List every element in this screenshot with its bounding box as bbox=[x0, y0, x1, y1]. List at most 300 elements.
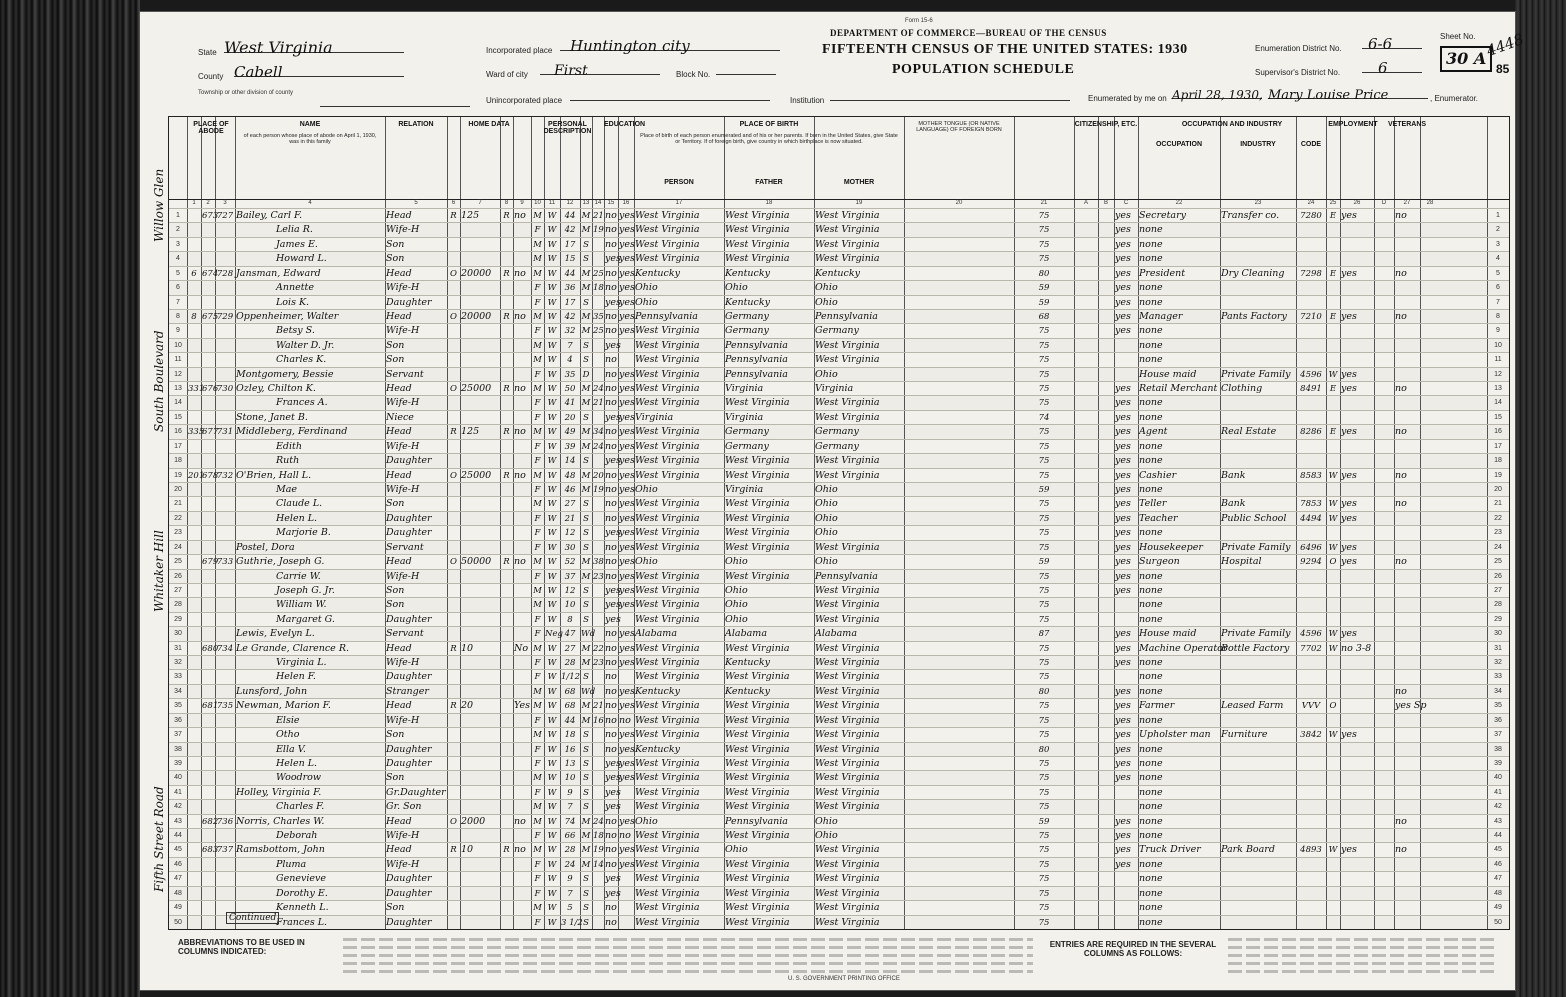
table-row bbox=[169, 698, 1509, 713]
cell-radio bbox=[501, 887, 512, 901]
cell-emp bbox=[1341, 872, 1373, 886]
cell-sch: no bbox=[605, 844, 617, 856]
cell-fpob: Germany bbox=[725, 310, 769, 322]
unincorporated-field bbox=[570, 86, 770, 101]
cell-farm bbox=[514, 570, 530, 584]
cell-agem: 34 bbox=[593, 427, 604, 438]
table-row bbox=[169, 799, 1509, 814]
cell-fam bbox=[216, 627, 234, 641]
cell-cit bbox=[1115, 598, 1137, 612]
cell-cw bbox=[1327, 786, 1339, 800]
cell-cw bbox=[1327, 829, 1339, 843]
row-number-right: 14 bbox=[1494, 399, 1502, 407]
cell-rel: Daughter bbox=[386, 512, 432, 524]
cell-dw bbox=[202, 872, 214, 886]
cell-dw bbox=[202, 368, 214, 382]
cell-age: 12 bbox=[564, 528, 576, 539]
street-label-4: Fifth Street Road bbox=[152, 786, 166, 892]
cell-vet: no bbox=[1395, 267, 1407, 279]
cell-code: 75 bbox=[1038, 369, 1050, 380]
row-number-right: 3 bbox=[1496, 240, 1500, 248]
cell-read: yes bbox=[619, 700, 635, 712]
cell-name: Otho bbox=[276, 729, 300, 741]
cell-tenure bbox=[448, 743, 459, 757]
cell-tenure bbox=[448, 411, 459, 425]
cell-name: Howard L. bbox=[276, 253, 327, 265]
cell-agem bbox=[593, 887, 603, 901]
cell-pob: West Virginia bbox=[635, 570, 700, 582]
cell-code: 75 bbox=[1038, 658, 1050, 669]
cell-name: Marjorie B. bbox=[276, 527, 331, 539]
cell-lang bbox=[905, 757, 1013, 771]
cell-rel: Head bbox=[386, 815, 412, 827]
column-number: 25 bbox=[1329, 200, 1337, 206]
cell-lang bbox=[905, 613, 1013, 627]
cell-ind bbox=[1221, 483, 1295, 497]
cell-oc bbox=[1297, 858, 1325, 872]
header-industry: INDUSTRY bbox=[1240, 141, 1276, 148]
cell-lang bbox=[905, 743, 1013, 757]
cell-race: W bbox=[547, 614, 557, 625]
cell-rel: Wife-H bbox=[386, 282, 420, 294]
cell-cw bbox=[1327, 223, 1339, 237]
cell-vet: no bbox=[1395, 685, 1407, 697]
cell-oc bbox=[1297, 396, 1325, 410]
cell-lang bbox=[905, 267, 1013, 281]
cell-sch: yes bbox=[605, 772, 621, 784]
table-row bbox=[169, 496, 1509, 511]
cell-occ: Farmer bbox=[1139, 700, 1175, 712]
cell-read: yes bbox=[619, 743, 635, 755]
cell-st bbox=[188, 685, 200, 699]
cell-age: 27 bbox=[564, 499, 576, 510]
cell-st bbox=[188, 901, 200, 915]
cell-mpob: West Virginia bbox=[815, 354, 880, 366]
cell-dw bbox=[202, 887, 214, 901]
cell-oc bbox=[1297, 454, 1325, 468]
cell-fam bbox=[216, 570, 234, 584]
cell-code: 75 bbox=[1038, 888, 1050, 899]
cell-name: Joseph G. Jr. bbox=[276, 584, 335, 596]
cell-radio: R bbox=[503, 470, 510, 481]
row-number-right: 26 bbox=[1494, 572, 1502, 580]
cell-fam bbox=[216, 872, 234, 886]
cell-fam bbox=[216, 296, 234, 310]
institution-field bbox=[830, 86, 1070, 101]
cell-occ: House maid bbox=[1139, 368, 1197, 380]
cell-emp bbox=[1341, 223, 1373, 237]
cell-name: Frances L. bbox=[276, 916, 328, 928]
cell-occ: none bbox=[1139, 887, 1163, 899]
cell-val: 20 bbox=[461, 700, 474, 712]
cell-agem: 21 bbox=[593, 701, 604, 712]
cell-farm: no bbox=[514, 267, 526, 279]
cell-sch: no bbox=[605, 210, 617, 221]
cell-age: 68 bbox=[564, 686, 576, 697]
cell-emp: yes bbox=[1341, 498, 1357, 510]
cell-st bbox=[188, 252, 200, 266]
cell-st bbox=[188, 786, 200, 800]
cell-oc bbox=[1297, 296, 1325, 310]
cell-vet bbox=[1395, 252, 1419, 266]
cell-sex: M bbox=[533, 903, 542, 914]
cell-agem: 19 bbox=[593, 845, 604, 856]
cell-sex: F bbox=[534, 571, 541, 582]
cell-lang bbox=[905, 425, 1013, 439]
cell-farm bbox=[514, 440, 530, 454]
fine-print-line bbox=[343, 962, 1033, 965]
cell-rel: Head bbox=[386, 383, 412, 395]
cell-mpob: West Virginia bbox=[815, 729, 880, 741]
header-veterans: VETERANS bbox=[1387, 121, 1427, 128]
cell-mpob: West Virginia bbox=[815, 858, 880, 870]
cell-oc bbox=[1297, 714, 1325, 728]
cell-farm bbox=[514, 324, 530, 338]
cell-fam bbox=[216, 252, 234, 266]
cell-race: W bbox=[547, 513, 557, 524]
cell-vet bbox=[1395, 872, 1419, 886]
cell-age: 20 bbox=[564, 412, 576, 423]
cell-sch: no bbox=[605, 512, 617, 524]
cell-val bbox=[461, 728, 499, 742]
cell-agem bbox=[593, 786, 603, 800]
cell-mar: S bbox=[583, 340, 589, 351]
cell-vet bbox=[1395, 627, 1419, 641]
cell-fpob: West Virginia bbox=[725, 397, 790, 409]
cell-fpob: West Virginia bbox=[725, 916, 790, 928]
cell-farm bbox=[514, 598, 530, 612]
cell-pob: West Virginia bbox=[635, 729, 700, 741]
cell-ind bbox=[1221, 396, 1295, 410]
cell-sex: M bbox=[533, 340, 542, 351]
cell-code: 75 bbox=[1038, 903, 1050, 914]
cell-mar: M bbox=[581, 715, 591, 726]
cell-read bbox=[619, 901, 633, 915]
cell-agem bbox=[593, 743, 603, 757]
cell-race: W bbox=[547, 542, 557, 553]
column-number: 24 bbox=[1307, 200, 1315, 206]
cell-fam bbox=[216, 353, 234, 367]
row-number-right: 2 bbox=[1496, 226, 1500, 234]
cell-name: Helen L. bbox=[276, 512, 318, 524]
column-number: 14 bbox=[594, 200, 602, 206]
cell-cw bbox=[1327, 815, 1339, 829]
cell-cw: W bbox=[1328, 845, 1338, 856]
cell-sch: yes bbox=[605, 411, 621, 423]
column-number-strip bbox=[169, 199, 1509, 207]
cell-oc bbox=[1297, 757, 1325, 771]
cell-dw bbox=[202, 613, 214, 627]
cell-oc: 8583 bbox=[1300, 470, 1322, 481]
cell-sch: no bbox=[605, 541, 617, 553]
cell-farm: no bbox=[514, 844, 526, 856]
cell-sch: no bbox=[605, 238, 617, 250]
cell-age: 52 bbox=[564, 557, 576, 568]
cell-read: yes bbox=[619, 440, 635, 452]
cell-sex: F bbox=[534, 398, 541, 409]
department-title: DEPARTMENT OF COMMERCE—BUREAU OF THE CENSUS bbox=[830, 28, 1107, 38]
cell-agem bbox=[593, 512, 603, 526]
cell-agem: 25 bbox=[593, 268, 604, 279]
cell-name: Stone, Janet B. bbox=[236, 411, 308, 423]
cell-pob: West Virginia bbox=[635, 238, 700, 250]
header-person: PERSON bbox=[664, 179, 694, 186]
cell-race: W bbox=[547, 816, 557, 827]
cell-age: 21 bbox=[564, 513, 576, 524]
cell-fpob: West Virginia bbox=[725, 729, 790, 741]
column-number: 6 bbox=[451, 200, 456, 206]
row-number: 21 bbox=[174, 500, 182, 508]
cell-race: W bbox=[547, 859, 557, 870]
cell-mpob: West Virginia bbox=[815, 902, 880, 914]
supervisor-field: 6 bbox=[1362, 58, 1422, 73]
row-number: 16 bbox=[174, 428, 182, 436]
cell-agem bbox=[593, 613, 603, 627]
cell-age: 47 bbox=[564, 629, 576, 640]
cell-emp bbox=[1341, 324, 1373, 338]
cell-fpob: West Virginia bbox=[725, 772, 790, 784]
header-place-of-birth: PLACE OF BIRTH bbox=[739, 121, 799, 128]
cell-fpob: Ohio bbox=[725, 556, 748, 568]
cell-lang bbox=[905, 469, 1013, 483]
cell-read: yes bbox=[619, 685, 635, 697]
cell-read: yes bbox=[619, 512, 635, 524]
cell-sch: no bbox=[605, 440, 617, 452]
cell-rel: Daughter bbox=[386, 743, 432, 755]
cell-mar: M bbox=[581, 211, 591, 221]
cell-dw bbox=[202, 786, 214, 800]
cell-sex: M bbox=[533, 816, 542, 827]
cell-st bbox=[188, 887, 200, 901]
table-row bbox=[169, 612, 1509, 627]
cell-dw bbox=[202, 483, 214, 497]
cell-sex: M bbox=[533, 802, 542, 813]
cell-radio: R bbox=[503, 311, 510, 322]
row-number: 37 bbox=[174, 731, 182, 739]
cell-val bbox=[461, 771, 499, 785]
cell-fam bbox=[216, 512, 234, 526]
row-number-right: 10 bbox=[1494, 341, 1502, 349]
cell-agem bbox=[593, 454, 603, 468]
cell-age: 14 bbox=[564, 456, 576, 467]
header-name: NAME bbox=[299, 121, 321, 128]
cell-race: W bbox=[547, 585, 557, 596]
cell-emp bbox=[1341, 339, 1373, 353]
cell-val bbox=[461, 757, 499, 771]
cell-pob: Ohio bbox=[635, 296, 658, 308]
cell-dw bbox=[202, 743, 214, 757]
cell-cw bbox=[1327, 714, 1339, 728]
cell-fam: 728 bbox=[216, 268, 234, 279]
cell-rel: Wife-H bbox=[386, 483, 420, 495]
row-number-right: 49 bbox=[1494, 904, 1502, 912]
cell-rel: Daughter bbox=[386, 613, 432, 625]
cell-val bbox=[461, 656, 499, 670]
cell-pob: West Virginia bbox=[635, 527, 700, 539]
cell-ind bbox=[1221, 670, 1295, 684]
cell-race: W bbox=[547, 239, 557, 250]
cell-st: 8 bbox=[191, 311, 197, 322]
cell-emp bbox=[1341, 526, 1373, 540]
cell-read: no bbox=[619, 830, 631, 842]
cell-rel: Son bbox=[386, 902, 405, 914]
abbreviations-title: ABBREVIATIONS TO BE USED IN COLUMNS INDICATED: bbox=[178, 938, 305, 956]
cell-read: yes bbox=[619, 541, 635, 553]
row-number: 12 bbox=[174, 370, 182, 378]
cell-code: 75 bbox=[1038, 802, 1050, 813]
cell-vet bbox=[1395, 281, 1419, 295]
cell-fpob: Germany bbox=[725, 426, 769, 438]
cell-sex: M bbox=[533, 730, 542, 741]
row-number: 20 bbox=[174, 485, 182, 493]
cell-race: W bbox=[547, 758, 557, 769]
cell-oc bbox=[1297, 656, 1325, 670]
cell-race: W bbox=[547, 787, 557, 798]
cell-fpob: Ohio bbox=[725, 584, 748, 596]
cell-emp bbox=[1341, 584, 1373, 598]
cell-st bbox=[188, 526, 200, 540]
cell-race: W bbox=[547, 340, 557, 351]
cell-lang bbox=[905, 252, 1013, 266]
cell-sex: M bbox=[533, 557, 542, 568]
row-number-right: 30 bbox=[1494, 630, 1502, 638]
cell-rel: Son bbox=[386, 339, 405, 351]
cell-st bbox=[188, 728, 200, 742]
cell-ind: Leased Farm bbox=[1221, 700, 1284, 712]
cell-farm bbox=[514, 526, 530, 540]
cell-sex: M bbox=[533, 384, 542, 395]
table-row bbox=[169, 554, 1509, 569]
row-number-right: 24 bbox=[1494, 543, 1502, 551]
cell-age: 10 bbox=[564, 600, 576, 611]
cell-code: 75 bbox=[1038, 513, 1050, 524]
cell-st bbox=[188, 512, 200, 526]
cell-radio bbox=[501, 454, 512, 468]
table-row bbox=[169, 842, 1509, 857]
cell-fpob: Ohio bbox=[725, 613, 748, 625]
table-row bbox=[169, 395, 1509, 410]
row-number-right: 40 bbox=[1494, 774, 1502, 782]
cell-lang bbox=[905, 584, 1013, 598]
cell-cit: yes bbox=[1115, 469, 1131, 481]
table-row bbox=[169, 597, 1509, 612]
cell-oc bbox=[1297, 743, 1325, 757]
cell-val: 2000 bbox=[461, 815, 486, 827]
cell-cit: yes bbox=[1115, 267, 1131, 279]
cell-fam: 736 bbox=[216, 816, 234, 827]
cell-code: 75 bbox=[1038, 845, 1050, 856]
row-number-right: 46 bbox=[1494, 860, 1502, 868]
column-number: 7 bbox=[478, 200, 482, 206]
cell-age: 10 bbox=[564, 773, 576, 784]
column-number: 10 bbox=[534, 200, 541, 206]
cell-pob: Alabama bbox=[635, 628, 677, 640]
row-number-right: 50 bbox=[1494, 918, 1502, 926]
cell-dw: 677 bbox=[202, 427, 219, 438]
cell-code: 59 bbox=[1038, 816, 1050, 827]
cell-fpob: West Virginia bbox=[725, 541, 790, 553]
cell-oc bbox=[1297, 771, 1325, 785]
cell-ind: Park Board bbox=[1221, 844, 1275, 856]
cell-read: yes bbox=[619, 657, 635, 669]
cell-lang bbox=[905, 526, 1013, 540]
cell-sex: F bbox=[534, 672, 541, 683]
row-number: 7 bbox=[176, 298, 180, 306]
cell-oc bbox=[1297, 281, 1325, 295]
row-number: 4 bbox=[176, 255, 180, 263]
cell-radio bbox=[501, 353, 512, 367]
cell-vet: no bbox=[1395, 383, 1407, 395]
cell-oc bbox=[1297, 815, 1325, 829]
row-number: 13 bbox=[174, 385, 182, 393]
cell-cit bbox=[1115, 901, 1137, 915]
cell-cw bbox=[1327, 252, 1339, 266]
cell-agem bbox=[593, 339, 603, 353]
cell-oc: 7280 bbox=[1300, 211, 1322, 221]
cell-farm: No bbox=[514, 642, 529, 654]
cell-fam bbox=[216, 786, 234, 800]
ward-field: First bbox=[540, 60, 660, 75]
cell-farm bbox=[514, 483, 530, 497]
cell-radio bbox=[501, 252, 512, 266]
cell-cit: yes bbox=[1115, 527, 1131, 539]
cell-occ: none bbox=[1139, 916, 1163, 928]
cell-sch: no bbox=[605, 397, 617, 409]
cell-cit: yes bbox=[1115, 743, 1131, 755]
cell-name: Margaret G. bbox=[276, 613, 335, 625]
cell-radio bbox=[501, 497, 512, 511]
cell-lang bbox=[905, 555, 1013, 569]
cell-dw bbox=[202, 541, 214, 555]
cell-sch: yes bbox=[605, 253, 621, 265]
cell-code: 75 bbox=[1038, 917, 1050, 928]
table-row bbox=[169, 583, 1509, 598]
row-number: 25 bbox=[174, 558, 182, 566]
cell-farm bbox=[514, 858, 530, 872]
cell-read: yes bbox=[619, 267, 635, 279]
cell-rel: Wife-H bbox=[386, 224, 420, 236]
cell-cw bbox=[1327, 440, 1339, 454]
cell-vet bbox=[1395, 584, 1419, 598]
cell-code: 75 bbox=[1038, 239, 1050, 250]
cell-ind: Transfer co. bbox=[1221, 210, 1280, 221]
cell-sex: M bbox=[533, 268, 542, 279]
cell-oc: 4494 bbox=[1300, 513, 1322, 524]
entries-table bbox=[1228, 936, 1498, 978]
cell-age: 30 bbox=[564, 542, 576, 553]
cell-st bbox=[188, 296, 200, 310]
row-number: 28 bbox=[174, 601, 182, 609]
cell-vet bbox=[1395, 324, 1419, 338]
incorporated-field: Huntington city bbox=[560, 36, 780, 51]
cell-tenure: O bbox=[450, 384, 457, 395]
cell-occ: none bbox=[1139, 786, 1163, 798]
cell-read bbox=[619, 670, 633, 684]
cell-occ: none bbox=[1139, 455, 1163, 467]
row-number-right: 20 bbox=[1494, 485, 1502, 493]
cell-read bbox=[619, 339, 633, 353]
cell-dw bbox=[202, 252, 214, 266]
cell-sch: no bbox=[605, 642, 617, 654]
cell-vet bbox=[1395, 238, 1419, 252]
cell-emp bbox=[1341, 396, 1373, 410]
cell-mpob: West Virginia bbox=[815, 224, 880, 236]
cell-sex: F bbox=[534, 888, 541, 899]
cell-st bbox=[188, 872, 200, 886]
header-place-of-abode: PLACE OF ABODE bbox=[193, 121, 229, 135]
cell-ind bbox=[1221, 858, 1295, 872]
cell-mpob: West Virginia bbox=[815, 685, 880, 697]
